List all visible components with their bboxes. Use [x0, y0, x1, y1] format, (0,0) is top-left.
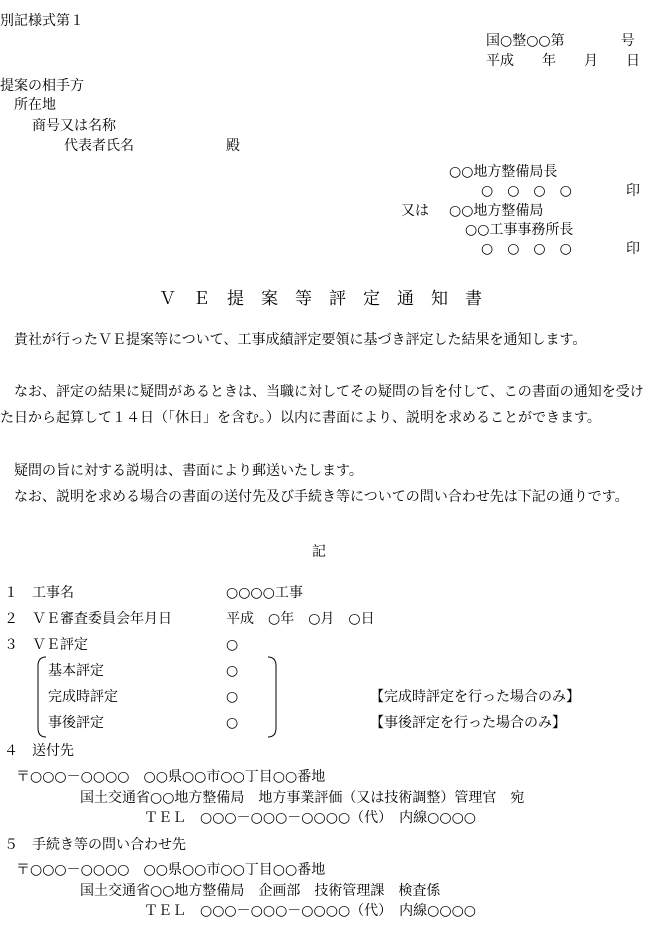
- sub-item-label-post: 事後評定: [48, 715, 104, 731]
- item-4-telephone: ＴＥＬ ○○○－○○○－○○○○（代） 内線○○○○: [144, 810, 477, 826]
- addressee-honorific: 殿: [226, 138, 240, 154]
- document-title: ＶＥ提案等評定通知書: [159, 289, 499, 309]
- sub-item-value-post: ○: [226, 715, 239, 731]
- item-5-address: 〒○○○－○○○○ ○○県○○市○○丁目○○番地: [16, 862, 326, 878]
- sender-title-1: ○○地方整備局長: [449, 164, 558, 180]
- item-4-label: 送付先: [32, 743, 74, 759]
- sender-name-1: ○ ○ ○ ○: [481, 183, 572, 199]
- item-1-value: ○○○○工事: [226, 585, 303, 601]
- item-4-number: ４: [4, 743, 18, 759]
- addressee-heading: 提案の相手方: [0, 78, 84, 94]
- sender-org-2: ○○地方整備局: [449, 203, 544, 219]
- body-paragraph-1: 貴社が行ったＶＥ提案等について、工事成績評定要領に基づき評定した結果を通知します。: [0, 332, 587, 348]
- body-paragraph-2: なお、評定の結果に疑問があるときは、当職に対してその疑問の旨を付して、この書面の通知を受けた日から起算して１４日（「休日」を含む。）以内に書面により、説明を求めることができます。: [0, 384, 644, 426]
- item-5-number: ５: [4, 837, 18, 853]
- item-4-department: 国土交通省○○地方整備局 地方事業評価（又は技術調整）管理官 宛: [80, 790, 525, 806]
- addressee-company-label: 商号又は名称: [32, 118, 116, 134]
- sub-item-note-post: 【事後評定を行った場合のみ】: [370, 715, 566, 731]
- form-label: 別記様式第１: [0, 13, 84, 29]
- sub-item-value-basic: ○: [226, 663, 239, 679]
- item-1-number: １: [4, 585, 18, 601]
- sub-item-label-basic: 基本評定: [48, 663, 104, 679]
- item-4-address: 〒○○○－○○○○ ○○県○○市○○丁目○○番地: [16, 769, 326, 785]
- sub-item-note-completion: 【完成時評定を行った場合のみ】: [370, 689, 580, 705]
- addressee-address-label: 所在地: [14, 97, 56, 113]
- item-2-label: ＶＥ審査委員会年月日: [32, 611, 172, 627]
- sub-item-value-completion: ○: [226, 689, 239, 705]
- item-2-number: ２: [4, 611, 18, 627]
- item-5-department: 国土交通省○○地方整備局 企画部 技術管理課 検査係: [80, 883, 441, 899]
- item-3-number: ３: [4, 637, 18, 653]
- ki-heading: 記: [312, 544, 326, 560]
- sub-item-label-completion: 完成時評定: [48, 689, 118, 705]
- addressee-rep-label: 代表者氏名: [64, 138, 134, 154]
- sender-name-2: ○ ○ ○ ○: [481, 241, 572, 257]
- sender-title-2: ○○工事事務所長: [465, 222, 574, 238]
- document-number: 国○整○○第 号: [486, 33, 635, 49]
- left-bracket: [34, 656, 48, 738]
- document-date: 平成 年 月 日: [486, 53, 640, 69]
- item-5-telephone: ＴＥＬ ○○○－○○○－○○○○（代） 内線○○○○: [144, 903, 477, 919]
- seal-mark-1: 印: [626, 183, 640, 199]
- item-5-label: 手続き等の問い合わせ先: [32, 837, 186, 853]
- sender-or-label: 又は: [401, 203, 429, 219]
- body-paragraph-4: なお、説明を求める場合の書面の送付先及び手続き等についての問い合わせ先は下記の通りです。: [0, 489, 629, 505]
- right-bracket: [266, 656, 280, 738]
- body-paragraph-3: 疑問の旨に対する説明は、書面により郵送いたします。: [0, 463, 363, 479]
- item-3-value: ○: [226, 637, 239, 653]
- seal-mark-2: 印: [626, 241, 640, 257]
- item-1-label: 工事名: [32, 585, 74, 601]
- item-2-value: 平成 ○年 ○月 ○日: [226, 611, 375, 627]
- item-3-label: ＶＥ評定: [32, 637, 88, 653]
